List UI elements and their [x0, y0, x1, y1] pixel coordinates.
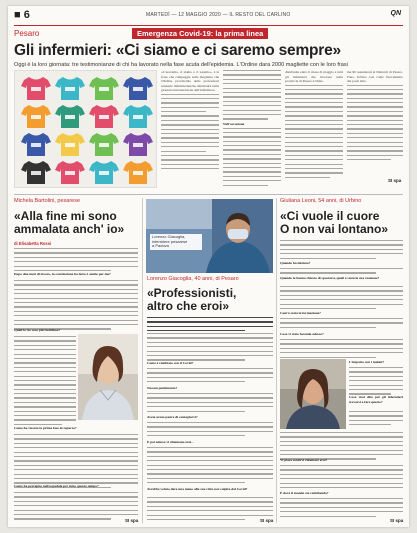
tshirt-print-3 — [99, 87, 109, 91]
main-col-1-text — [161, 94, 219, 174]
main-body-lead: «C'eravamo, ci siamo e ci saremo», è la frase che campeggia sulle magliette che l'Ordine provinciale delle professioni sanitarie infermieristiche distribuirà nella giornata internazionale dell'infermiere. — [161, 70, 219, 92]
tshirt-print-10 — [65, 143, 75, 147]
story3-intro-text — [280, 240, 403, 262]
story2-kicker: Lorenzo Giacoglia, 40 anni, di Pesaro — [147, 276, 239, 282]
story3-kicker: Giuliana Leoni, 54 anni, di Urbino — [280, 198, 362, 204]
tshirt-print-13 — [31, 171, 41, 175]
story3-answer6 — [349, 411, 403, 429]
tshirt-print-16 — [133, 171, 143, 175]
main-col-2-text-a — [223, 70, 281, 122]
story2-signature: SI spa — [260, 518, 274, 523]
section-tag: Emergenza Covid-19: la prima linea — [132, 28, 268, 39]
section-city: Pesaro — [14, 29, 40, 38]
story3-headline-line1: «Ci vuole il cuore — [280, 209, 380, 223]
main-col-3-text — [285, 85, 343, 185]
story1-answer4 — [14, 492, 138, 520]
tshirt-print-1 — [31, 87, 41, 91]
main-col-4 — [347, 70, 403, 188]
page-number — [14, 9, 30, 21]
main-col-2-text-b — [223, 128, 281, 188]
tshirts-photo — [14, 70, 157, 188]
tshirt-print-15 — [99, 171, 109, 175]
story2-caption-line3: a Padova — [152, 243, 169, 249]
page-number-prefix: ■ — [14, 9, 24, 21]
story1-q1: Dopo due mesi di lavoro, la convinzione ha fatto 2 anche per me? — [14, 272, 111, 276]
main-subhead: Oggi è la loro giornata: tre testimonianze di chi ha lavorato nella fase acuta dell'epidemia. L'Ordine dara 2000 magliette con le loro frasi — [14, 62, 348, 68]
story3-answer1 — [280, 268, 403, 276]
main-headline: Gli infermieri: «Ci siamo e ci saremo sempre» — [14, 42, 341, 59]
story1-headline — [14, 210, 144, 236]
tshirt-print-9 — [31, 143, 41, 147]
tshirt-print-7 — [99, 115, 109, 119]
story1-q4: Come ha percepito nell'ospedale per tutto questo tempo? — [14, 484, 99, 488]
story1-answer3 — [14, 434, 138, 488]
story3-q3: Com'è stata la formazione? — [280, 311, 321, 315]
story2-caption-line2: infermiere pesarese — [152, 238, 188, 244]
tshirt-print-5 — [31, 115, 41, 119]
story3-answer3 — [280, 318, 403, 332]
story2-answer4 — [147, 447, 273, 487]
story2-q1: Come è cambiato con il Covid? — [147, 361, 194, 365]
story3-q7: Vi piace sentirvi chiamare eroi? — [280, 458, 328, 462]
story2-answer2 — [147, 393, 273, 415]
tshirt-print-2 — [65, 87, 75, 91]
story2-answer5 — [147, 497, 273, 521]
story3-answer8 — [280, 498, 403, 518]
story2-headline-line1: «Professionisti, — [147, 286, 237, 300]
main-col-2-subtitle: Nell'occasione — [223, 122, 245, 126]
story2-q3: Avete avuto paura di contagiarvi? — [147, 415, 198, 419]
main-col-1 — [161, 70, 219, 188]
story3-q6: Cosa vuol dire per gli infermieri trovarsi a fare questo? — [349, 395, 403, 404]
story3-answer2 — [280, 286, 403, 312]
newspaper-logo: QN — [390, 10, 401, 17]
story1-answer1 — [14, 280, 138, 330]
main-signature: SI spa — [388, 178, 402, 183]
story3-q5: L'impatto con i malati? — [349, 360, 385, 364]
story1-kicker: Michela Bartolini, pesarese — [14, 198, 81, 204]
tshirt-print-14 — [65, 171, 75, 175]
story3-signature: SI spa — [390, 518, 404, 523]
story3-answer5 — [349, 367, 403, 395]
story1-portrait-image — [78, 334, 138, 420]
story3-answer6-cont — [280, 432, 403, 460]
story2-caption-line1: Lorenzo Giacoglia, — [152, 234, 186, 239]
story1-signature: SI spa — [125, 518, 139, 523]
story3-portrait — [280, 359, 346, 429]
story3-portrait-image — [280, 359, 346, 429]
story3-answer4 — [280, 339, 403, 359]
story2-headline — [147, 287, 273, 313]
story1-author: di Elisabetta Rossi — [14, 241, 52, 246]
story1-headline-line2: ammalata anch' io» — [14, 222, 125, 236]
tshirts-image — [15, 71, 158, 189]
main-col-4-lead: me 90 assunzioni ai Distretti di Pesaro, Fano, Urbino così come l'incremento dei posti letto. — [347, 70, 403, 83]
story2-headline-line2: altro che eroi» — [147, 299, 230, 313]
story2-answer3 — [147, 422, 273, 440]
story3-answer7 — [280, 465, 403, 491]
main-col-3 — [285, 70, 343, 188]
issue-date: MARTEDÌ — 12 MAGGIO 2020 — IL RESTO DEL CARLINO — [146, 12, 291, 18]
tshirt-print-8 — [133, 115, 143, 119]
story2-q2: Nessun pentimento? — [147, 386, 178, 390]
column-divider-left — [142, 198, 143, 523]
newspaper-page — [8, 6, 409, 527]
story3-q1: Quando ha iniziato? — [280, 261, 311, 265]
story2-q4: E poi adesso vi chiamano eroi... — [147, 440, 194, 444]
main-col-2 — [223, 70, 281, 188]
section-divider — [14, 194, 403, 195]
column-divider-right — [276, 198, 277, 523]
story3-headline — [280, 210, 406, 236]
section-bar — [14, 28, 403, 39]
story3-q2: Quando le hanno chiesto di spostarsi, quali è stata la sua reazione? — [280, 276, 380, 280]
story3-headline-line2: O non vai lontano» — [280, 222, 389, 236]
story2-intro-text-b — [147, 333, 273, 361]
story1-q3: Come ha vissuto la prima fase in reparto? — [14, 426, 77, 430]
story2-intro-text — [147, 317, 273, 333]
page-number-value: 6 — [23, 9, 30, 21]
story1-intro-text — [14, 248, 138, 272]
story1-q2: Quali le tre cose più fastidiose? — [14, 328, 61, 332]
story2-q5: Avrebbe voluto dare una mano alla sua città così colpita dal Covid? — [147, 487, 248, 491]
main-col-4-text — [347, 85, 403, 169]
story1-answer2 — [14, 336, 76, 426]
story1-headline-line1: «Alla fine mi sono — [14, 209, 117, 223]
tshirt-print-11 — [99, 143, 109, 147]
tshirt-print-4 — [133, 87, 143, 91]
main-col-3-lead: distribuite entro il mese di maggio a tutti gli infermieri che lavorano nella provincia di Pesaro-Urbino. — [285, 70, 343, 83]
header-rule — [14, 25, 403, 26]
story3-q4: Cosa vi state facendo adesso? — [280, 332, 324, 336]
story3-q8: E dove il mondo sta cambiando? — [280, 491, 329, 495]
tshirt-print-6 — [65, 115, 75, 119]
page-header — [8, 6, 409, 26]
story2-caption — [150, 234, 202, 250]
tshirt-print-12 — [133, 143, 143, 147]
story2-answer1 — [147, 368, 273, 386]
story1-portrait — [78, 334, 138, 420]
